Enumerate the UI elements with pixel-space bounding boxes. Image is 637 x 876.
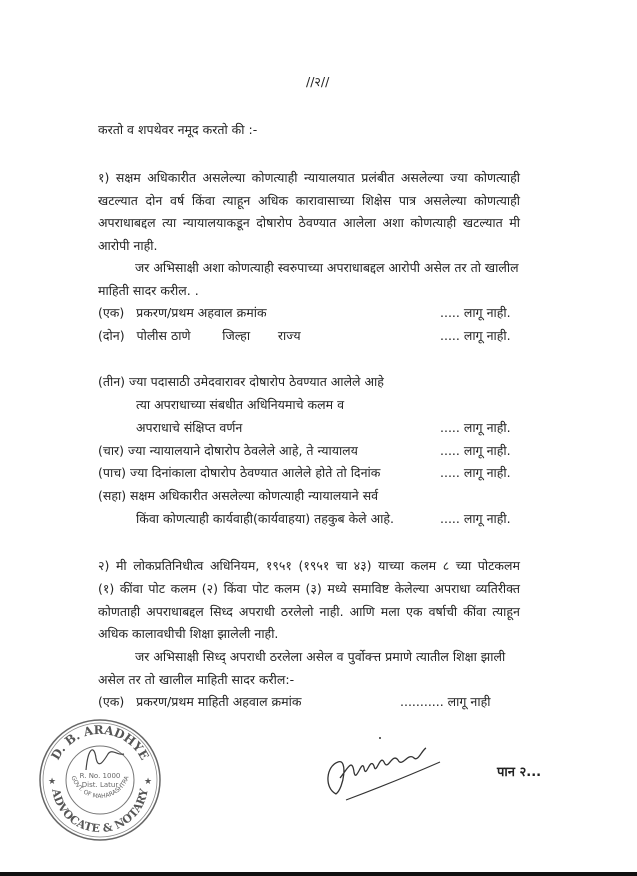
signature [318,728,448,808]
svg-text:★: ★ [144,777,153,787]
page-marker: //२// [306,74,330,89]
para1-line: अपराधाबद्दल त्या न्यायालयाकडून दोषारोप ठेवण्यात आलेला अशा कोणत्याही खटल्यात मी [98,215,520,230]
item-value: ..... लागू नाही. [440,465,511,480]
para1-cond-line: माहिती सादर करील. . [98,283,199,298]
item-label: (एक) प्रकरण/प्रथम अहवाल क्रमांक [98,305,267,320]
item-value: ..... लागू नाही. [440,305,511,320]
item-label: (पाच) ज्या दिनांकाला दोषारोप ठेवण्यात आलेले होते तो दिनांक [98,465,381,480]
para2-cond-line: असेल तर तो खालील माहिती सादर करील:- [98,672,295,687]
item-value: ........... लागू नाही [400,694,491,709]
para2-line: २) मी लोकप्रतिनिधीत्व अधिनियम, १९५१ (१९५१ चा ४३) याच्या कलम ८ च्या पोटकलम [98,558,520,573]
item-value: ..... लागू नाही. [440,328,511,343]
para2-cond-line: जर अभिसाक्षी सिध्द् अपराधी ठरलेला असेल व पुर्वोक्त्त प्रमाणे त्यातील शिक्षा झाली [135,649,506,664]
para2-line: (१) कींवा पोट कलम (२) किंवा पोट कलम (३) मध्ये समाविष्ट केलेल्या अपराधा व्यतिरीक्त [98,581,520,596]
item-value: ..... लागू नाही. [440,443,511,458]
svg-text:★: ★ [48,777,57,787]
para2-line: अधिक कालावधीची शिक्षा झालेली नाही. [98,626,279,641]
item-value: ..... लागू नाही. [440,420,511,435]
notary-stamp [38,718,162,842]
para2-line: कोणताही अपराधाबद्दल सिध्द अपराधी ठरलेलो नाही. आणि मला एक वर्षाची कींवा त्याहून [98,604,520,619]
item-label: किंवा कोणत्याही कार्यवाही(कार्यवाहया) तहकुब केले आहे. [136,511,395,526]
para1-line: खटल्यात दोन वर्ष किंवा त्याहून अधिक कारावासाच्या शिक्षेस पात्र असलेल्या कोणत्याही [98,193,520,208]
para1-line: आरोपी नाही. [98,238,158,253]
intro-line: करतो व शपथेवर नमूद करतो की :- [98,122,258,137]
stamp-name: D. B. ARADHYE [48,722,152,763]
next-page-marker: पान २... [497,765,542,780]
para1-cond-line: जर अभिसाक्षी अशा कोणत्याही स्वरुपाच्या अपराधाबद्दल आरोपी असेल तर तो खालील [135,260,519,275]
item-label: (चार) ज्या न्यायालयाने दोषारोप ठेवलेले आहे, ते न्यायालय [98,443,358,458]
item-label: (तीन) ज्या पदासाठी उमेदवारावर दोषारोप ठेवण्यात आलेले आहे [98,374,384,389]
stamp-reg: R. No. 1000 [79,772,121,780]
item-label: (एक) प्रकरण/प्रथम माहिती अहवाल क्रमांक [98,694,302,709]
scan-border [0,872,637,876]
para1-line: १) सक्षम अधिकारीत असलेल्या कोणत्याही न्यायालयात प्रलंबीत असलेल्या ज्या कोणत्याही [98,170,520,185]
svg-text:D. B. ARADHYE [48,723,151,762]
stamp-title: ADVOCATE & NOTARY [49,787,151,836]
item-label: (सहा) सक्षम अधिकारीत असलेल्या कोणत्याही न्यायालयाने सर्व [98,488,379,503]
item-label: (दोन) पोलीस ठाणे जिल्हा राज्य [98,328,301,343]
stamp-govt: GOVT. OF MAHARASHTRA [69,774,131,801]
item-value: ..... लागू नाही. [440,511,511,526]
item-label: त्या अपराधाच्या संबधीत अधिनियमाचे कलम व [136,397,345,412]
item-label: अपराधाचे संक्षिप्त वर्णन [136,420,243,435]
stamp-district: Dist. Latur [81,781,119,789]
